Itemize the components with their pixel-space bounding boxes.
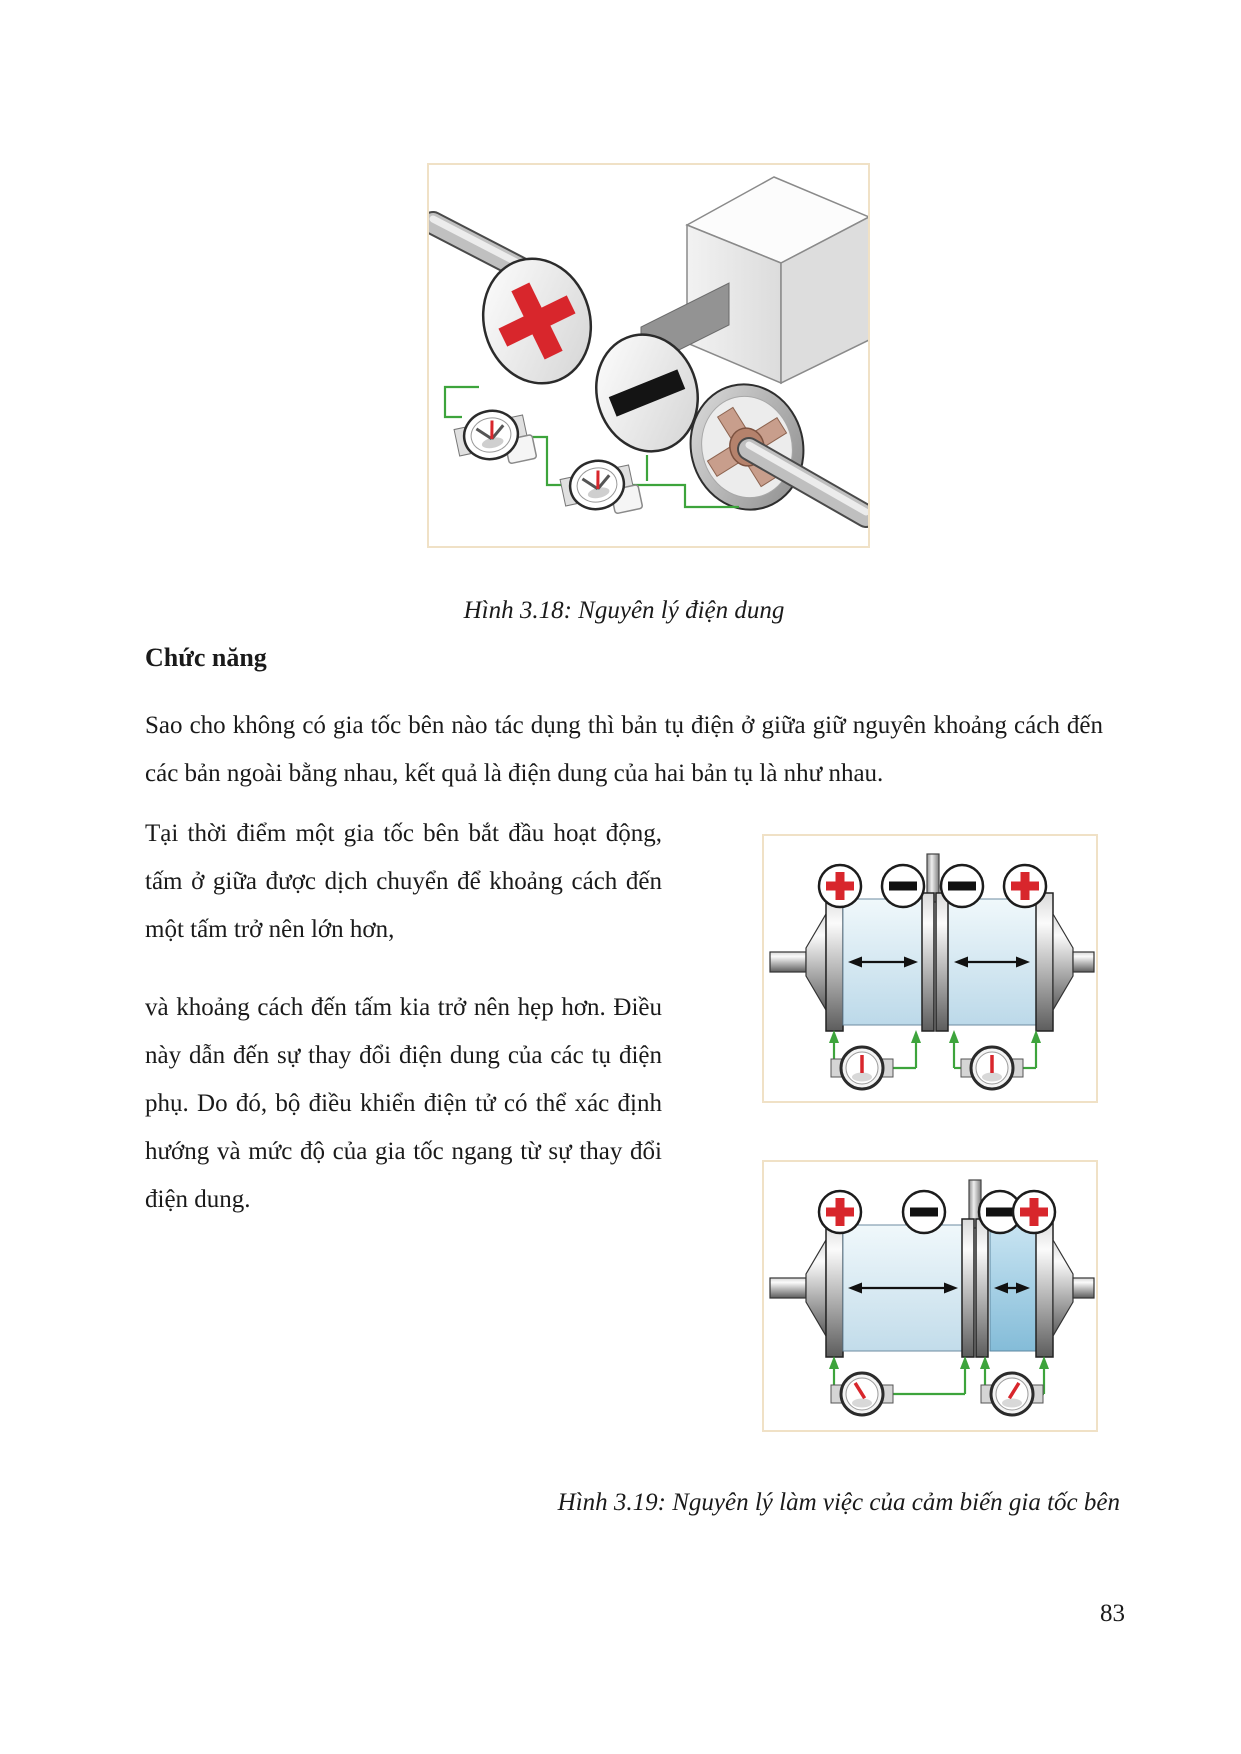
capacitance-gauge xyxy=(981,1373,1043,1415)
minus-badge-icon xyxy=(941,865,983,907)
displaced-capacitor-diagram xyxy=(764,1162,1096,1430)
minus-badge-icon xyxy=(882,865,924,907)
plus-badge-icon xyxy=(1004,865,1046,907)
capacitance-gauge xyxy=(961,1047,1023,1089)
figure-3-18-caption: Hình 3.18: Nguyên lý điện dung xyxy=(463,597,785,624)
minus-badge-icon xyxy=(903,1191,945,1233)
right-end-cap xyxy=(1036,893,1094,1031)
right-end-cap xyxy=(1036,1219,1094,1357)
plus-badge-icon xyxy=(819,865,861,907)
mass-block xyxy=(687,177,868,383)
balanced-capacitor-diagram xyxy=(764,836,1096,1101)
plus-badge-icon xyxy=(1013,1191,1055,1233)
figure-3-19-top xyxy=(762,834,1098,1103)
paragraph: và khoảng cách đến tấm kia trở nên hẹp hơn. Điều này dẫn đến sự thay đổi điện dung của các tụ điện phụ. Do đó, bộ điều khiển điện tử có thể xác định hướng và mức độ của gia tốc ngang từ sự thay đổi điện dung. xyxy=(145,994,662,1213)
left-end-cap xyxy=(770,893,843,1031)
figure-3-19-caption: Hình 3.19: Nguyên lý làm việc của cảm biến gia tốc bên xyxy=(557,1489,1120,1516)
middle-plates xyxy=(922,893,948,1031)
figure-3-19-bottom xyxy=(762,1160,1098,1432)
positive-plate xyxy=(469,246,606,396)
paragraph: Sao cho không có gia tốc bên nào tác dụng thì bản tụ điện ở giữa giữ nguyên khoảng cách đến các bản ngoài bằng nhau, kết quả là điện dung của hai bản tụ là như nhau. xyxy=(145,712,1103,787)
figure-3-18-illustration xyxy=(429,165,868,546)
section-heading: Chức năng xyxy=(145,643,267,672)
page-number: 83 xyxy=(1100,1600,1125,1627)
paragraph: Tại thời điểm một gia tốc bên bắt đầu hoạt động, tấm ở giữa được dịch chuyển để khoảng cách đến một tấm trở nên lớn hơn, xyxy=(145,820,662,943)
capacitance-gauge xyxy=(831,1047,893,1089)
plus-badge-icon xyxy=(819,1191,861,1233)
middle-plates xyxy=(962,1219,988,1357)
capacitance-gauge xyxy=(558,453,643,523)
left-end-cap xyxy=(770,1219,843,1357)
capacitance-gauge xyxy=(452,403,537,473)
capacitance-gauge xyxy=(831,1373,893,1415)
figure-3-18 xyxy=(427,163,870,548)
